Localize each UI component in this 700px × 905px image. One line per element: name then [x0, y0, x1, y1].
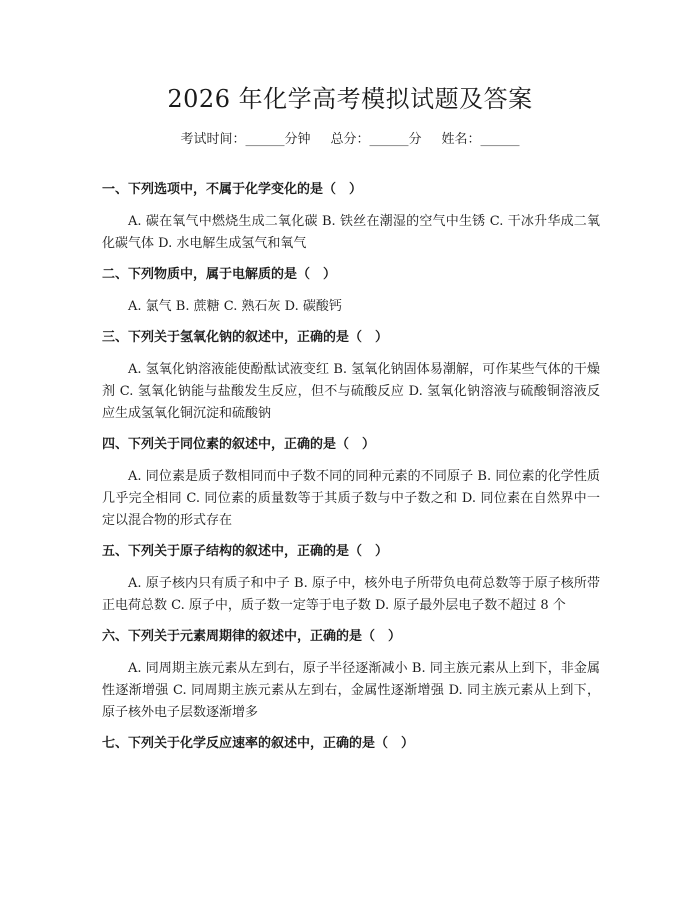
- question-title: 三、下列关于氢氧化钠的叙述中，正确的是（ ）: [102, 330, 389, 345]
- question-title: 一、下列选项中，不属于化学变化的是（ ）: [102, 182, 363, 197]
- question-options: A. 原子核内只有质子和中子 B. 原子中，核外电子所带负电荷总数等于原子核所带正电荷总数 C. 原子中，质子数一定等于电子数 D. 原子最外层电子数不超过 8 个: [102, 576, 600, 613]
- question-7: [102, 734, 600, 754]
- question-title: 六、下列关于元素周期律的叙述中，正确的是（ ）: [102, 629, 402, 644]
- question-1: [102, 180, 600, 255]
- exam-meta: [0, 130, 700, 150]
- question-4: [102, 435, 600, 532]
- question-2: [102, 265, 600, 318]
- question-list: [102, 180, 600, 765]
- question-title: 七、下列关于化学反应速率的叙述中，正确的是（ ）: [102, 736, 415, 751]
- question-options: A. 氢氧化钠溶液能使酚酞试液变红 B. 氢氧化钠固体易潮解，可作某些气体的干燥剂 C. 氢氧化钠能与盐酸发生反应，但不与硫酸反应 D. 氢氧化钠溶液与硫酸铜溶液反应生成氢氧化铜沉淀和硫酸钠: [102, 362, 600, 421]
- question-title: 五、下列关于原子结构的叙述中，正确的是（ ）: [102, 544, 389, 559]
- question-title: 二、下列物质中，属于电解质的是（ ）: [102, 267, 337, 282]
- question-options: A. 碳在氧气中燃烧生成二氧化碳 B. 铁丝在潮湿的空气中生锈 C. 干冰升华成二氧化碳气体 D. 水电解生成氢气和氧气: [102, 214, 600, 251]
- question-5: [102, 542, 600, 617]
- student-name-field: 姓名：______: [441, 132, 520, 147]
- exam-time-field: 考试时间：______分钟: [180, 132, 311, 147]
- question-options: A. 同位素是质子数相同而中子数不同的同种元素的不同原子 B. 同位素的化学性质几乎完全相同 C. 同位素的质量数等于其质子数与中子数之和 D. 同位素在自然界中一定以混合物的形式存在: [102, 469, 600, 528]
- question-title: 四、下列关于同位素的叙述中，正确的是（ ）: [102, 437, 376, 452]
- question-options: A. 氯气 B. 蔗糖 C. 熟石灰 D. 碳酸钙: [128, 299, 342, 314]
- question-3: [102, 328, 600, 425]
- question-options: A. 同周期主族元素从左到右，原子半径逐渐减小 B. 同主族元素从上到下，非金属性逐渐增强 C. 同周期主族元素从左到右，金属性逐渐增强 D. 同主族元素从上到下，原子核外电子层数逐渐增多: [102, 661, 600, 720]
- page-title: 2026 年化学高考模拟试题及答案: [167, 85, 533, 113]
- question-6: [102, 627, 600, 724]
- total-score-field: 总分：______分: [330, 132, 422, 147]
